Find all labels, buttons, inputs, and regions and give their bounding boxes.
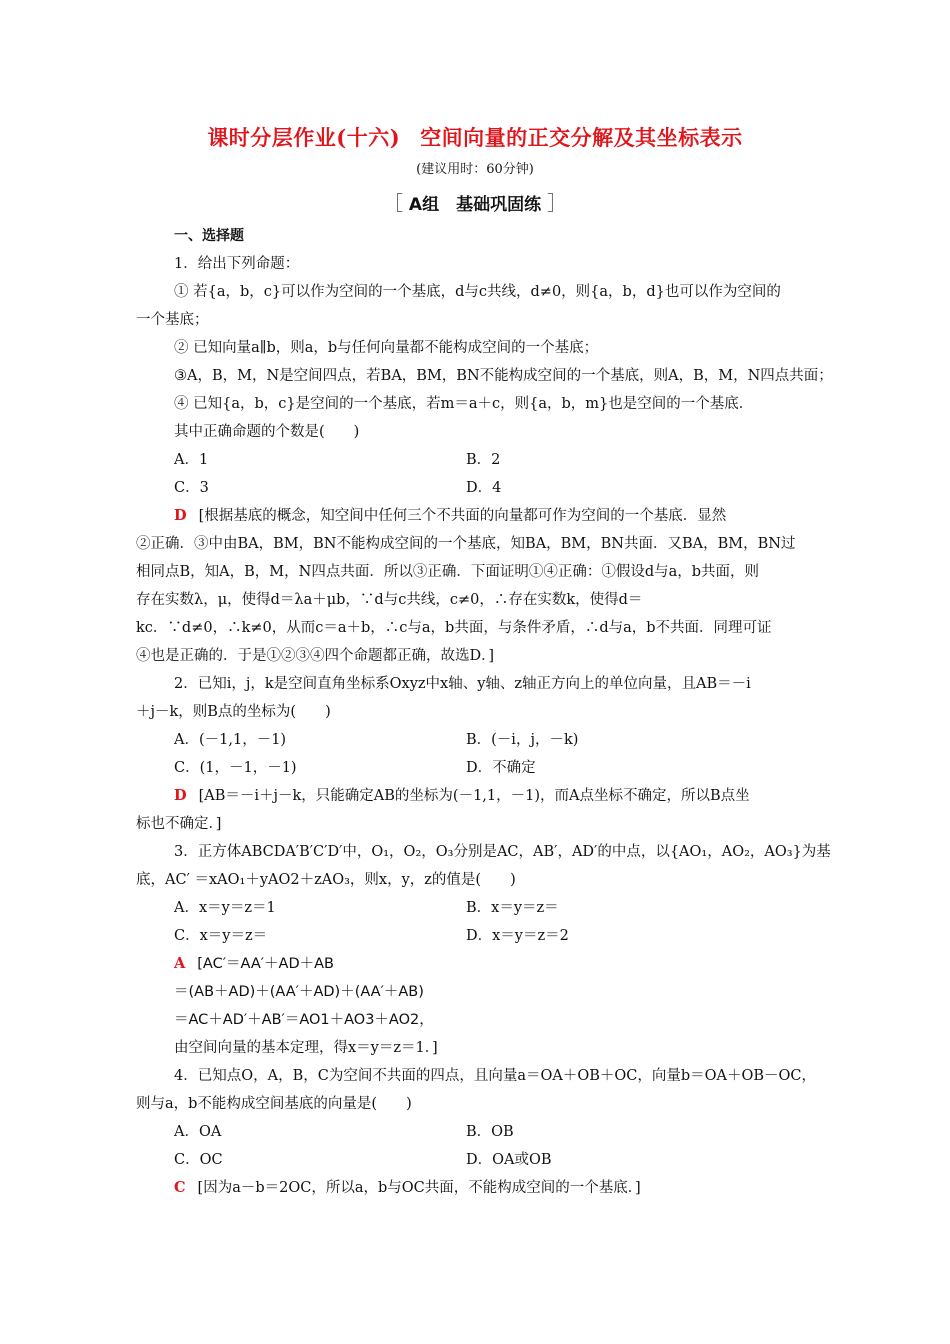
q4-answer: C [174, 1179, 186, 1196]
q3-explanation-line1: A [AC′＝AA′＋AD＋AB [174, 955, 334, 972]
exercise-content [136, 222, 833, 1202]
q2-answer: D [174, 787, 187, 804]
q1-option-c: C．3 [174, 480, 209, 496]
section-heading: 一、选择题 [174, 228, 244, 244]
q1-option-a: A．1 [174, 452, 209, 468]
q1-explanation-line3: 相同点B，知A，B，M，N四点共面．所以③正确．下面证明①④正确：①假设d与a，b共面，则 [136, 564, 760, 580]
q3-answer: A [174, 955, 186, 972]
time-hint: (建议用时：60分钟) [416, 162, 534, 177]
q3-explanation-line3: ＝AC＋AD′＋AB′＝AO1＋AO3＋AO2， [174, 1012, 434, 1028]
q1-prop1-line2: 一个基底； [136, 312, 209, 328]
q4-option-b: B．OB [466, 1124, 514, 1140]
q1-prop1-line1: ① 若{a，b，c}可以作为空间的一个基底，d与c共线，d≠0，则{a，b，d}也可以作为空间的 [174, 284, 781, 300]
q1-explanation-line6: ④也是正确的．于是①②③④四个命题都正确，故选D．] [136, 648, 495, 664]
q2-option-d: D．不确定 [466, 760, 536, 776]
group-label: A组 基础巩固练 [408, 195, 542, 215]
q4-option-a: A．OA [174, 1124, 222, 1140]
q2-option-c: C．(1，－1，－1) [174, 760, 297, 776]
q3-explanation-line2: ＝(AB＋AD)＋(AA′＋AD)＋(AA′＋AB) [174, 984, 424, 1000]
q3-option-b: B．x＝y＝z＝ [466, 900, 559, 916]
q1-prop3: ③A，B，M，N是空间四点，若BA，BM，BN不能构成空间的一个基底，则A，B，M，N四点共面； [174, 368, 833, 384]
q1-explanation-line5: kc．∵d≠0，∴k≠0，从而c＝a＋b，∴c与a，b共面，与条件矛盾，∴d与a，b不共面．同理可证 [136, 620, 772, 636]
q2-explanation-line1: D [AB＝－i＋j－k，只能确定AB的坐标为(－1,1，－1)，而A点坐标不确定，所以B点坐 [174, 787, 750, 804]
title-right: 空间向量的正交分解及其坐标表示 [420, 125, 743, 150]
q3-options-row2 [136, 922, 816, 950]
q3-options-row1 [136, 894, 816, 922]
q2-options-row2 [136, 754, 816, 782]
q2-option-b: B．(－i，j，－k) [466, 732, 579, 748]
q1-option-b: B．2 [466, 452, 501, 468]
right-bracket-icon: ］ [547, 191, 567, 215]
q2-stem-line1: 2．已知i，j，k是空间直角坐标系Oxyz中x轴、y轴、z轴正方向上的单位向量，且AB＝－i [174, 676, 751, 692]
q2-explanation-line2: 标也不确定．] [136, 816, 222, 832]
left-bracket-icon: ［ [382, 191, 403, 215]
q2-options-row1 [136, 726, 816, 754]
q2-stem-line2: ＋j－k，则B点的坐标为( ) [136, 704, 331, 720]
q1-answer: D [174, 507, 187, 524]
group-heading [0, 187, 950, 216]
q1-prop4: ④ 已知{a，b，c}是空间的一个基底，若m＝a＋c，则{a，b，m}也是空间的一个基底． [174, 396, 754, 412]
q1-option-d: D．4 [466, 480, 502, 496]
q3-stem-line2: 底，AC′ ＝xAO₁＋yAO2＋zAO₃，则x，y，z的值是( ) [136, 872, 516, 888]
q1-prop2: ② 已知向量a∥b，则a，b与任何向量都不能构成空间的一个基底； [174, 340, 599, 356]
q1-options-row1 [136, 446, 816, 474]
q3-option-d: D．x＝y＝z＝2 [466, 928, 569, 944]
q1-explanation-line1: D [根据基底的概念，知空间中任何三个不共面的向量都可作为空间的一个基底．显然 [174, 507, 727, 524]
q4-stem-line1: 4．已知点O，A，B，C为空间不共面的四点，且向量a＝OA＋OB＋OC，向量b＝OA＋OB－OC， [174, 1068, 817, 1084]
q1-options-row2 [136, 474, 816, 502]
q1-explanation-line2: ②正确．③中由BA，BM，BN不能构成空间的一个基底，知BA，BM，BN共面．又BA，BM，BN过 [136, 536, 796, 552]
q1-stem: 1．给出下列命题： [174, 256, 300, 272]
q4-stem-line2: 则与a，b不能构成空间基底的向量是( ) [136, 1096, 412, 1112]
q3-option-a: A．x＝y＝z＝1 [174, 900, 276, 916]
q4-option-d: D．OA或OB [466, 1152, 552, 1168]
q4-explanation-line1: C [因为a－b＝2OC，所以a，b与OC共面，不能构成空间的一个基底．] [174, 1179, 641, 1196]
q2-option-a: A．(－1,1，－1) [174, 732, 287, 748]
q4-options-row1 [136, 1118, 816, 1146]
q4-options-row2 [136, 1146, 816, 1174]
q3-option-c: C．x＝y＝z＝ [174, 928, 268, 944]
q4-option-c: C．OC [174, 1152, 223, 1168]
q3-explanation-line4: 由空间向量的基本定理，得x＝y＝z＝1．] [174, 1040, 438, 1056]
page-title [0, 122, 950, 152]
q1-ask: 其中正确命题的个数是( ) [174, 424, 360, 440]
q1-explanation-line4: 存在实数λ，μ，使得d＝λa＋μb，∵d与c共线，c≠0，∴存在实数k，使得d＝ [136, 592, 643, 608]
q3-stem-line1: 3．正方体ABCDA′B′C′D′中，O₁，O₂，O₃分别是AC，AB′，AD′的中点，以{AO₁，AO₂，AO₃}为基 [174, 844, 831, 860]
title-left: 课时分层作业(十六) [207, 125, 401, 150]
